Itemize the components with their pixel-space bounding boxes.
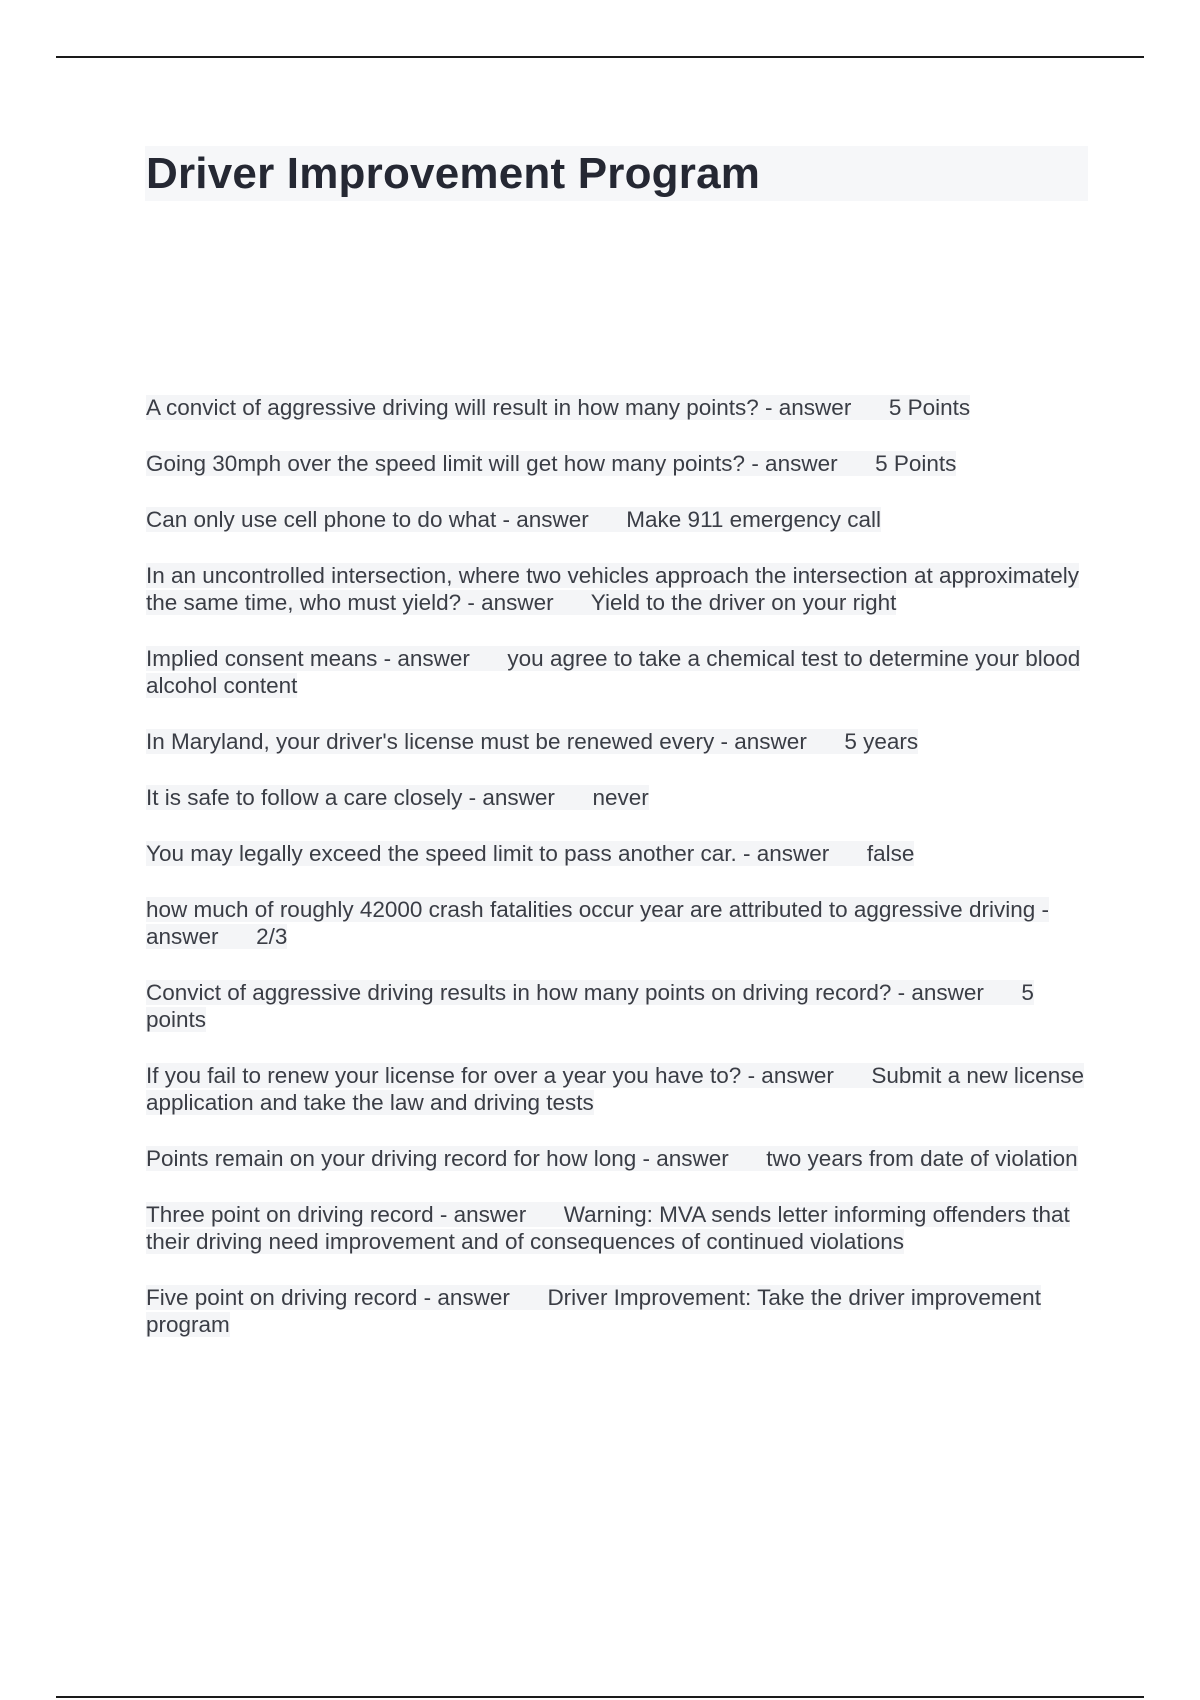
qa-item	[146, 450, 1096, 477]
question-text: Can only use cell phone to do what - answer	[146, 507, 589, 532]
qa-item	[146, 506, 1096, 533]
question-text: If you fail to renew your license for over a year you have to? - answer	[146, 1063, 834, 1088]
answer-text: never	[592, 785, 649, 810]
question-text: A convict of aggressive driving will result in how many points? - answer	[146, 395, 852, 420]
answer-text: Yield to the driver on your right	[590, 590, 897, 615]
qa-item	[146, 562, 1096, 616]
question-text: In Maryland, your driver's license must be renewed every - answer	[146, 729, 807, 754]
question-text: It is safe to follow a care closely - answer	[146, 785, 555, 810]
qa-item	[146, 394, 1096, 421]
answer-text: Submit a new license application and take the law and driving tests	[146, 1063, 1084, 1115]
qa-item	[146, 1062, 1096, 1116]
qa-item	[146, 1201, 1096, 1255]
answer-text: 5 years	[844, 729, 919, 754]
question-text: Three point on driving record - answer	[146, 1202, 527, 1227]
answer-text: Driver Improvement: Take the driver improvement program	[146, 1285, 1041, 1337]
qa-list	[146, 394, 1096, 1367]
answer-text: 5 Points	[888, 395, 971, 420]
qa-item	[146, 979, 1096, 1033]
question-text: Points remain on your driving record for how long - answer	[146, 1146, 729, 1171]
qa-item	[146, 645, 1096, 699]
answer-text: 5 Points	[875, 451, 957, 476]
answer-text: Make 911 emergency call	[626, 507, 881, 532]
bottom-rule	[56, 1696, 1144, 1698]
page-title: Driver Improvement Program	[146, 149, 761, 198]
question-text: Implied consent means - answer	[146, 646, 470, 671]
answer-text: false	[866, 841, 915, 866]
question-text: Convict of aggressive driving results in how many points on driving record? - answer	[146, 980, 984, 1005]
top-rule	[56, 56, 1144, 58]
qa-item	[146, 1284, 1096, 1338]
qa-item	[146, 840, 1096, 867]
answer-text: two years from date of violation	[766, 1146, 1078, 1171]
answer-text: Warning: MVA sends letter informing offenders that their driving need improvement and of consequences of continued violations	[146, 1202, 1070, 1254]
qa-item	[146, 896, 1096, 950]
question-text: In an uncontrolled intersection, where two vehicles approach the intersection at approximately the same time, who must yield? - answer	[146, 563, 1080, 615]
answer-text: 2/3	[256, 924, 288, 949]
question-text: You may legally exceed the speed limit to pass another car. - answer	[146, 841, 830, 866]
qa-item	[146, 1145, 1096, 1172]
question-text: how much of roughly 42000 crash fatalities occur year are attributed to aggressive driving - answer	[146, 897, 1049, 949]
answer-text: 5 points	[146, 980, 1034, 1032]
qa-item	[146, 728, 1096, 755]
answer-text: you agree to take a chemical test to determine your blood alcohol content	[146, 646, 1081, 698]
qa-item	[146, 784, 1096, 811]
question-text: Going 30mph over the speed limit will get how many points? - answer	[146, 451, 838, 476]
question-text: Five point on driving record - answer	[146, 1285, 510, 1310]
